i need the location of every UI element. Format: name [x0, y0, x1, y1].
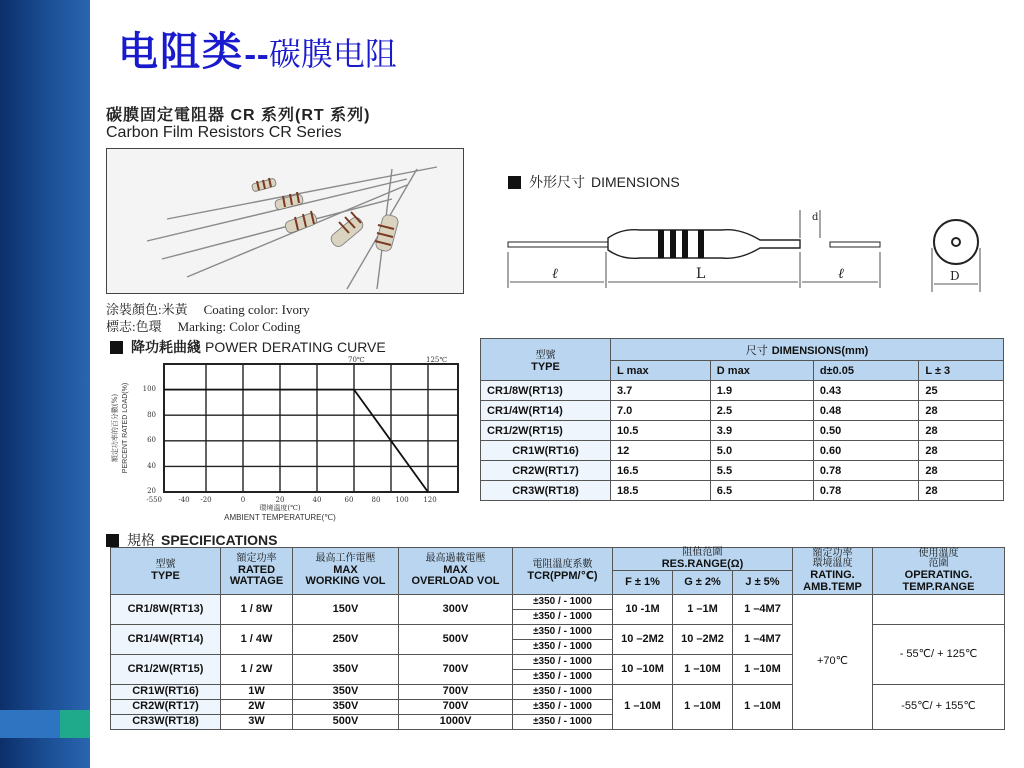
spec-op-range-2: -55℃/ + 155℃	[873, 685, 1005, 730]
spec-working-cell: 150V	[293, 595, 399, 625]
table-row	[481, 441, 1004, 461]
spec-working-en1: MAX	[333, 563, 358, 576]
dims-col-header: L max	[611, 361, 711, 381]
spec-overload-cell: 500V	[399, 625, 513, 655]
dims-cell: 2.5	[710, 401, 813, 421]
dims-cell: 0.78	[813, 481, 919, 501]
slide-sidebar	[0, 0, 90, 768]
coating-color-en: Coating color: Ivory	[203, 302, 310, 317]
dimensions-title-en: DIMENSIONS	[591, 174, 680, 190]
spec-wattage-cn: 額定功率	[236, 553, 277, 565]
spec-overload-cell: 1000V	[399, 715, 513, 730]
spec-tcr-cell: ±350 / - 1000	[513, 655, 613, 670]
spec-range-j-cell: 1 –4M7	[733, 595, 793, 625]
spec-title-cn: 規格	[127, 532, 155, 548]
y-tick: 100	[142, 385, 156, 393]
title-dash: --	[244, 38, 269, 73]
coating-color-cn: 涂裝顏色:米黃	[106, 302, 188, 317]
spec-tcr-cell: ±350 / - 1000	[513, 715, 613, 730]
spec-type-cell: CR1/8W(RT13)	[111, 595, 221, 625]
spec-overload-en2: OVERLOAD VOL	[411, 575, 500, 588]
dim-label-l2: ℓ	[838, 266, 844, 282]
dims-cell: 5.5	[710, 461, 813, 481]
spec-rating-cell: +70℃	[793, 595, 873, 730]
dimension-drawing	[500, 200, 1010, 296]
spec-type-cell: CR1/2W(RT15)	[111, 655, 221, 685]
spec-working-cell: 350V	[293, 685, 399, 700]
table-row	[481, 461, 1004, 481]
sidebar-accent-blue	[0, 710, 60, 738]
title-main: 电阻类	[118, 28, 244, 75]
spec-overload-en1: MAX	[443, 563, 468, 576]
dim-label-L: L	[696, 266, 706, 282]
spec-tcr-cell: ±350 / - 1000	[513, 595, 613, 610]
dims-cell: 3.7	[611, 381, 711, 401]
y-tick: 80	[147, 411, 156, 419]
dims-cell: 6.5	[710, 481, 813, 501]
dims-cell: 28	[919, 481, 1004, 501]
end-view-circle	[934, 220, 978, 264]
table-row	[481, 481, 1004, 501]
spec-range-cn: 阻值范圍	[682, 547, 723, 558]
spec-type-cn: 型號	[155, 559, 176, 570]
dims-group-en: DIMENSIONS(mm)	[771, 344, 869, 357]
y-tick: 60	[147, 436, 156, 444]
dims-type-cell: CR2W(RT17)	[481, 461, 611, 481]
dims-cell: 28	[919, 401, 1004, 421]
spec-range-j-cell: 1 –4M7	[733, 625, 793, 655]
spec-tcr-cell: ±350 / - 1000	[513, 700, 613, 715]
table-row	[481, 421, 1004, 441]
spec-working-cn: 最高工作電壓	[315, 553, 376, 565]
title-sub: 碳膜电阻	[268, 35, 397, 73]
spec-op-en1: OPERATING.	[904, 568, 973, 581]
spec-op-en2: TEMP.RANGE	[902, 580, 975, 593]
spec-overload-cell: 700V	[399, 655, 513, 685]
x-tick: 60	[344, 496, 354, 504]
spec-working-cell: 350V	[293, 700, 399, 715]
spec-type-cell: CR3W(RT18)	[111, 715, 221, 730]
spec-range-g-cell: 1 –1M	[673, 595, 733, 625]
derating-title-cn: 降功耗曲綫	[131, 339, 201, 355]
dims-cell: 10.5	[611, 421, 711, 441]
x-tick: -20	[200, 496, 212, 504]
x-tick: -55	[146, 496, 158, 504]
dims-cell: 3.9	[710, 421, 813, 441]
bullet-square-icon	[106, 534, 119, 547]
spec-range-f-cell: 10 –10M	[613, 655, 673, 685]
spec-wattage-cell: 1W	[221, 685, 293, 700]
dim-label-l: ℓ	[552, 266, 558, 282]
dimensions-table	[480, 338, 1004, 501]
spec-op-cn1: 使用溫度	[918, 547, 959, 559]
power-derating-curve	[104, 352, 470, 524]
marking-info	[106, 316, 316, 335]
dims-cell: 28	[919, 441, 1004, 461]
spec-working-cell: 250V	[293, 625, 399, 655]
spec-range-f-cell: 1 –10M	[613, 685, 673, 730]
y-tick: 0	[157, 496, 162, 504]
x-tick: 120	[423, 496, 437, 504]
derating-title-en: POWER DERATING CURVE	[205, 339, 386, 355]
spec-range-j-cell: 1 –10M	[733, 655, 793, 685]
dims-type-cell: CR1/2W(RT15)	[481, 421, 611, 441]
spec-rating-cn2: 環境溫度	[812, 558, 853, 570]
spec-overload-cell: 700V	[399, 685, 513, 700]
spec-wattage-cell: 1 / 8W	[221, 595, 293, 625]
dims-type-cn: 型號	[535, 350, 556, 361]
spec-range-f: F ± 1%	[613, 571, 673, 595]
spec-wattage-cell: 3W	[221, 715, 293, 730]
slide-title	[118, 20, 397, 77]
spec-type-en: TYPE	[151, 569, 180, 582]
spec-tcr-cell: ±350 / - 1000	[513, 610, 613, 625]
dims-col-header: L ± 3	[919, 361, 1004, 381]
spec-range-en: RES.RANGE(Ω)	[661, 557, 744, 570]
spec-working-cell: 350V	[293, 655, 399, 685]
spec-range-f-cell: 10 -1M	[613, 595, 673, 625]
dims-cell: 25	[919, 381, 1004, 401]
dims-cell: 18.5	[611, 481, 711, 501]
dims-type-cell: CR1W(RT16)	[481, 441, 611, 461]
spec-op-empty	[873, 595, 1005, 625]
spec-type-cell: CR1W(RT16)	[111, 685, 221, 700]
bullet-square-icon	[508, 176, 521, 189]
spec-working-cell: 500V	[293, 715, 399, 730]
spec-tcr-cell: ±350 / - 1000	[513, 685, 613, 700]
spec-overload-cell: 700V	[399, 700, 513, 715]
x-axis-label-cn: 環境溫度(℃)	[259, 504, 301, 512]
x-tick: 80	[371, 496, 381, 504]
dimensions-title-cn: 外形尺寸	[529, 174, 585, 190]
table-row	[481, 381, 1004, 401]
sidebar-accent-green	[60, 710, 90, 738]
resistor-photo-illustration	[107, 149, 463, 293]
resistor-photo	[106, 148, 464, 294]
dims-cell: 5.0	[710, 441, 813, 461]
product-heading-en: Carbon Film Resistors CR Series	[106, 124, 342, 141]
spec-title-en: SPECIFICATIONS	[161, 532, 278, 548]
spec-type-cell: CR1/4W(RT14)	[111, 625, 221, 655]
dims-cell: 0.43	[813, 381, 919, 401]
spec-wattage-cell: 1 / 4W	[221, 625, 293, 655]
marking-en: Marking: Color Coding	[177, 319, 301, 334]
spec-overload-cn: 最高過載電壓	[425, 553, 486, 565]
dims-type-cell: CR3W(RT18)	[481, 481, 611, 501]
x-tick: 20	[275, 496, 285, 504]
x-tick: -40	[178, 496, 190, 504]
marking-cn: 標志:色環	[106, 319, 162, 334]
y-tick: 40	[147, 462, 156, 470]
spec-wattage-en1: RATED	[237, 563, 276, 576]
table-row	[481, 401, 1004, 421]
spec-rating-en2: AMB.TEMP	[803, 580, 862, 593]
temp-mark-70: 70℃	[348, 356, 365, 364]
spec-range-g: G ± 2%	[673, 571, 733, 595]
dims-cell: 28	[919, 461, 1004, 481]
spec-op-range-1: - 55℃/ + 125℃	[873, 625, 1005, 685]
x-tick: 0	[240, 496, 246, 504]
spec-op-cn2: 范圍	[928, 558, 949, 570]
spec-range-g-cell: 1 –10M	[673, 655, 733, 685]
spec-rating-cn1: 額定功率	[812, 547, 853, 559]
x-axis-label-en: AMBIENT TEMPERATURE(℃)	[224, 513, 336, 522]
spec-tcr-cn: 電阻溫度系數	[532, 559, 593, 570]
y-axis-label-en: PERCENT RATED LOAD(%)	[122, 382, 129, 474]
dims-cell: 0.50	[813, 421, 919, 441]
dims-cell: 12	[611, 441, 711, 461]
spec-overload-cell: 300V	[399, 595, 513, 625]
dims-cell: 28	[919, 421, 1004, 441]
spec-range-j-cell: 1 –10M	[733, 685, 793, 730]
dim-label-D: D	[950, 269, 960, 283]
dims-cell: 16.5	[611, 461, 711, 481]
x-tick: 100	[395, 496, 409, 504]
dims-type-en: TYPE	[531, 361, 560, 373]
dimensions-heading	[508, 172, 680, 192]
spec-tcr-en: TCR(PPM/℃)	[527, 569, 598, 582]
spec-working-en2: WORKING VOL	[305, 575, 386, 588]
spec-range-g-cell: 1 –10M	[673, 685, 733, 730]
spec-wattage-cell: 2W	[221, 700, 293, 715]
dims-cell: 0.60	[813, 441, 919, 461]
dim-label-d: d	[812, 212, 819, 223]
dims-cell: 1.9	[710, 381, 813, 401]
dims-col-header: d±0.05	[813, 361, 919, 381]
spec-type-cell: CR2W(RT17)	[111, 700, 221, 715]
spec-wattage-en2: WATTAGE	[229, 575, 284, 588]
spec-range-j: J ± 5%	[733, 571, 793, 595]
dims-group-cn: 尺寸	[745, 344, 768, 357]
spec-rating-en1: RATING.	[810, 568, 855, 581]
x-tick: 40	[312, 496, 322, 504]
specifications-table	[110, 547, 1005, 730]
spec-range-g-cell: 10 –2M2	[673, 625, 733, 655]
spec-wattage-cell: 1 / 2W	[221, 655, 293, 685]
dims-col-header: D max	[710, 361, 813, 381]
product-heading-cn: 碳膜固定電阻器 CR 系列(RT 系列)	[106, 107, 371, 124]
spec-tcr-cell: ±350 / - 1000	[513, 670, 613, 685]
dims-cell: 7.0	[611, 401, 711, 421]
dims-type-cell: CR1/8W(RT13)	[481, 381, 611, 401]
spec-tcr-cell: ±350 / - 1000	[513, 625, 613, 640]
y-axis-label-cn: 額定功率的百分數(%)	[111, 393, 119, 463]
temp-mark-125: 125℃	[426, 356, 448, 364]
table-row	[111, 595, 1005, 610]
y-tick: 20	[147, 487, 156, 495]
dims-type-cell: CR1/4W(RT14)	[481, 401, 611, 421]
spec-range-f-cell: 10 –2M2	[613, 625, 673, 655]
dims-cell: 0.48	[813, 401, 919, 421]
spec-tcr-cell: ±350 / - 1000	[513, 640, 613, 655]
dims-cell: 0.78	[813, 461, 919, 481]
